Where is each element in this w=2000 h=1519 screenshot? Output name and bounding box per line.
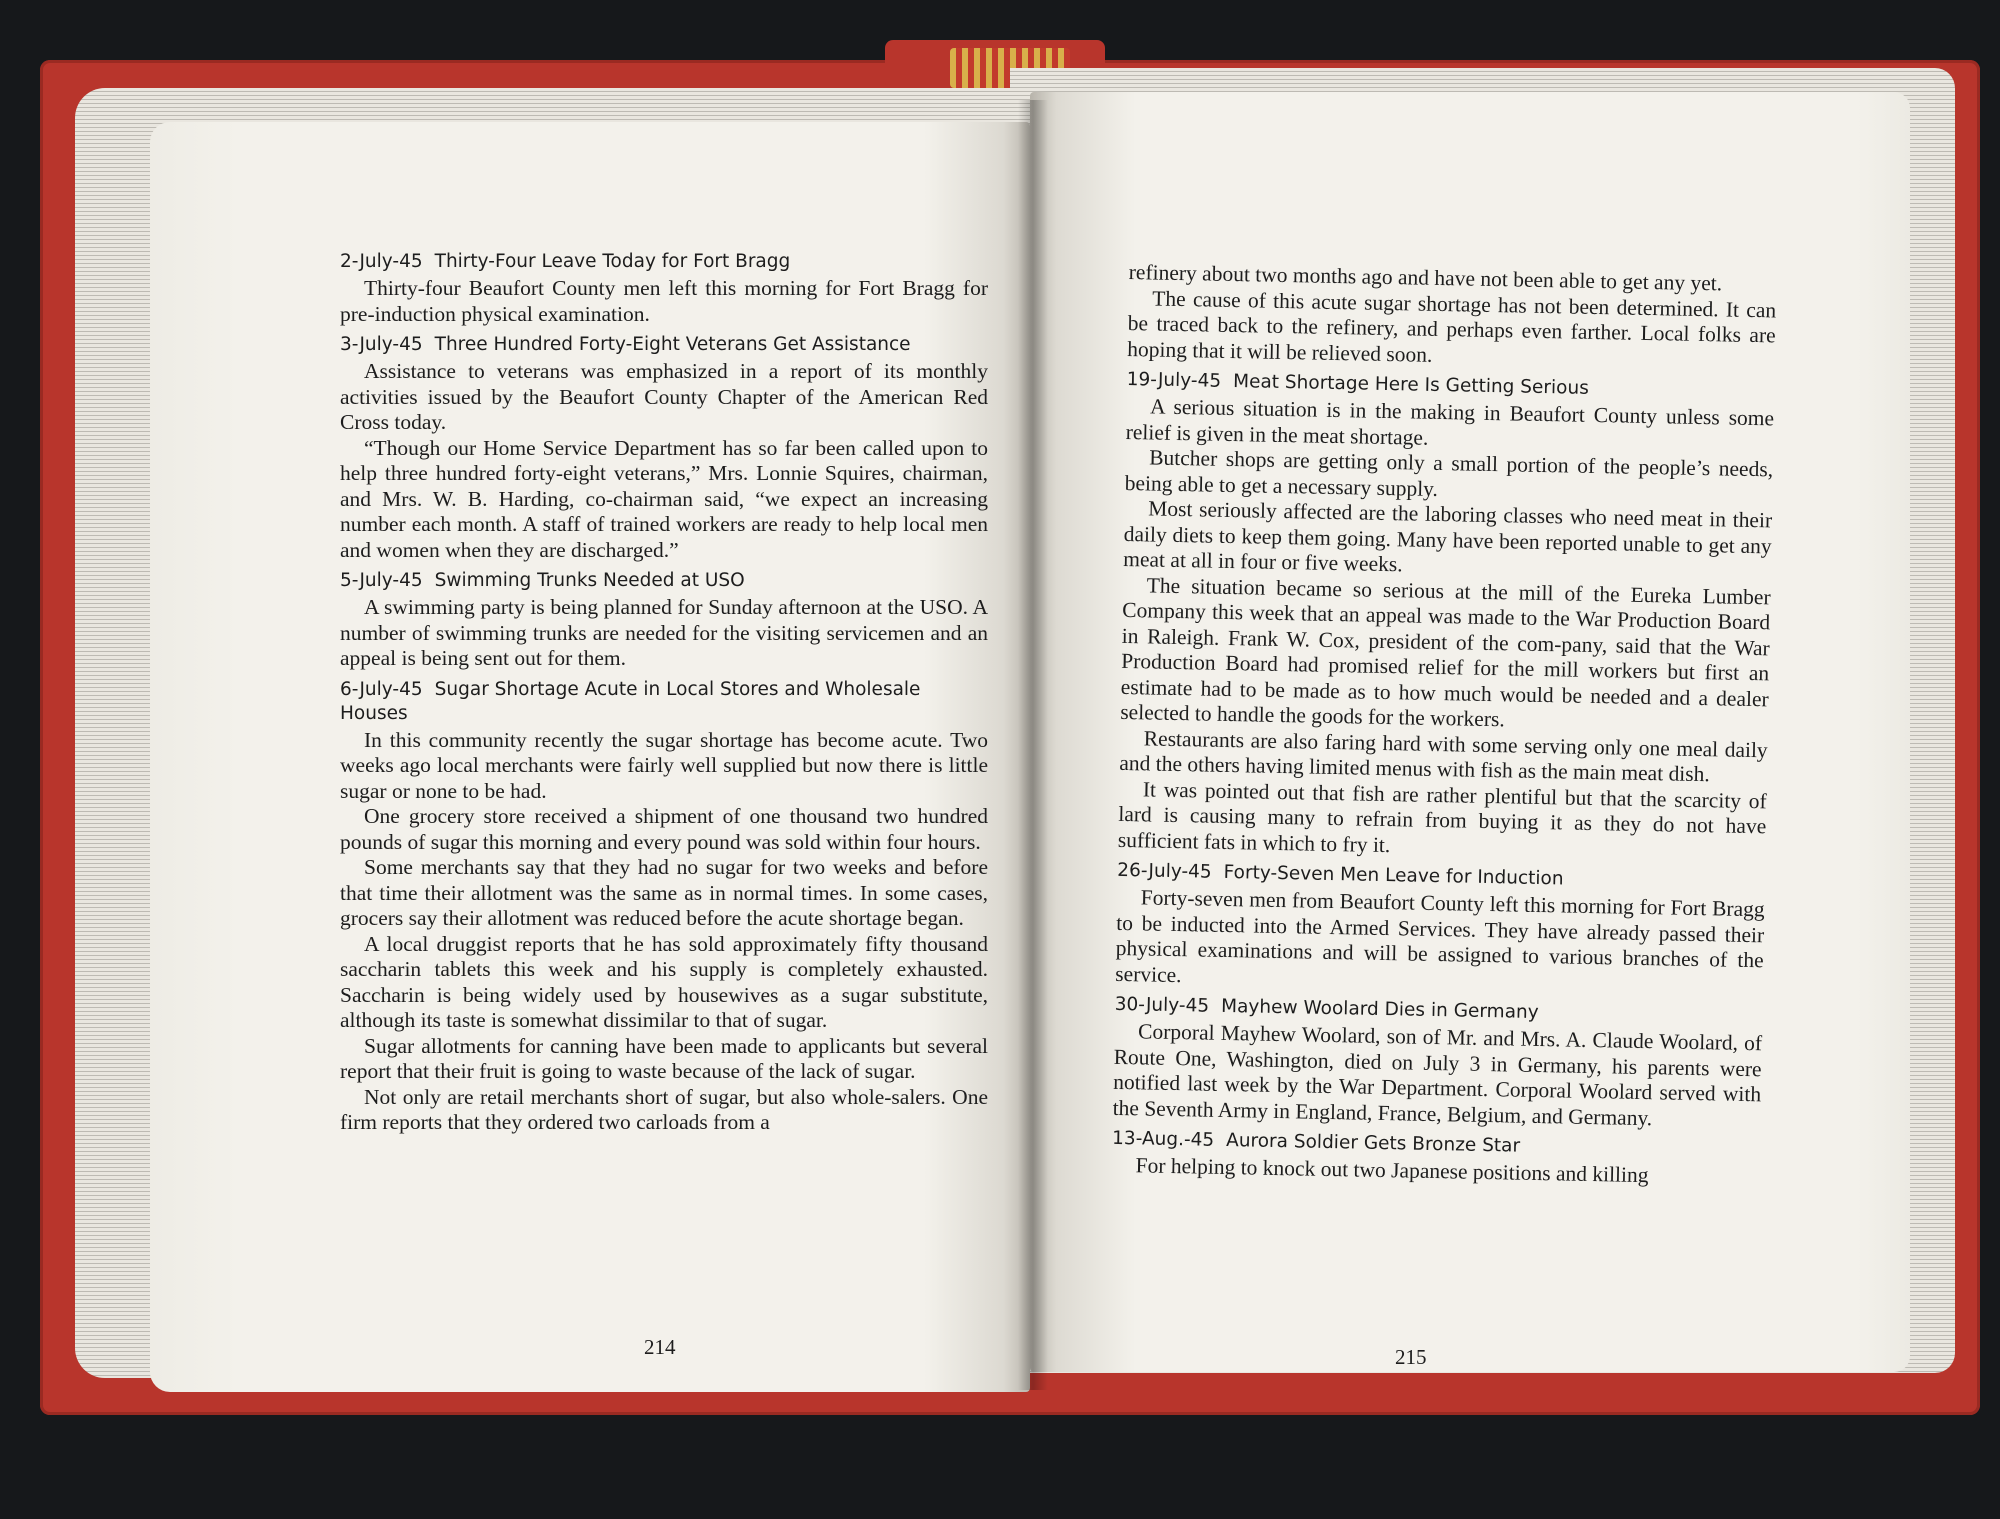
entry-title: Mayhew Woolard Dies in Germany xyxy=(1220,995,1539,1024)
entry-date: 30-July-45 xyxy=(1114,993,1210,1017)
paragraph: The cause of this acute sugar shortage has not been determined. It can be traced back to the refinery, and perhaps even farther. Local folks are hoping that it will be relieved soon. xyxy=(1127,285,1777,367)
entry xyxy=(1112,993,1762,1133)
entry xyxy=(340,569,988,672)
right-page xyxy=(1030,92,1910,1372)
entry-date: 19-July-45 xyxy=(1126,368,1222,392)
entry-heading xyxy=(340,569,988,593)
paragraph: For helping to knock out two Japanese positions and killing xyxy=(1135,1153,1649,1188)
paragraph: refinery about two months ago and have not been able to get any yet. xyxy=(1128,260,1723,296)
paragraph: Assistance to veterans was emphasized in a report of its monthly activities issued by the Beaufort County Chapter of the American Red Cross today. xyxy=(340,359,988,434)
paragraph: Not only are retail merchants short of sugar, but also whole-salers. One firm reports that they ordered two carloads from a xyxy=(340,1084,988,1134)
entry xyxy=(340,333,988,563)
entry-title: Sugar Shortage Acute in Local Stores and Wholesale Houses xyxy=(340,678,921,724)
page-number: 214 xyxy=(644,1335,676,1359)
paragraph: Sugar allotments for canning have been made to applicants but several report that their fruit is going to waste because of the lack of sugar. xyxy=(340,1033,988,1083)
paragraph: The situation became so serious at the mill of the Eureka Lumber Company this week that an appeal was made to the War Production Board in Raleigh. Frank W. Cox, president of the com-pany, said that the War Production Board had promised relief for the mill workers but first an estimate had to be made as to how much would be needed and a dealer selected to handle the goods for the workers. xyxy=(1120,572,1771,732)
paragraph: A local druggist reports that he has sold approximately fifty thousand saccharin tablets this week and his supply is completely exhausted. Saccharin is being widely used by housewives as a sugar substitute, although its taste is somewhat dissimilar to that of sugar. xyxy=(340,931,988,1032)
entry-date: 3-July-45 xyxy=(340,334,423,355)
entry-heading xyxy=(340,250,988,274)
entry-date: 2-July-45 xyxy=(340,251,423,272)
page-number: 215 xyxy=(1395,1345,1427,1369)
spine-gutter-shadow xyxy=(1018,100,1048,1390)
entry-title: Forty-Seven Men Leave for Induction xyxy=(1223,861,1564,890)
paragraph: It was pointed out that fish are rather plentiful but that the scarcity of lard is causing many to refrain from buying it as they do not have sufficient fats in which to fry it. xyxy=(1117,776,1767,857)
left-page-text xyxy=(340,250,988,1142)
paragraph: Forty-seven men from Beaufort County left this morning for Fort Bragg to be inducted into the Armed Services. They have already passed their physical examinations and will be assigned to various branches of the service. xyxy=(1115,885,1765,987)
entry-title: Aurora Soldier Gets Bronze Star xyxy=(1225,1130,1521,1157)
entry xyxy=(340,250,988,327)
entry-title: Meat Shortage Here Is Getting Serious xyxy=(1232,371,1590,399)
paragraph: A swimming party is being planned for Sunday afternoon at the USO. A number of swimming trunks are needed for the visiting servicemen and an appeal is being sent out for them. xyxy=(340,595,988,670)
paragraph: Thirty-four Beaufort County men left this morning for Fort Bragg for pre-induction physical examination. xyxy=(340,276,988,326)
entry-date: 6-July-45 xyxy=(340,678,423,700)
paragraph: “Though our Home Service Department has so far been called upon to help three hundred forty-eight veterans,” Mrs. Lonnie Squires, chairman, and Mrs. W. B. Harding, co-chairman said, “we expect an increasing number each month. A staff of trained workers are ready to help local men and women when they are discharged.” xyxy=(340,435,988,562)
entry-date: 26-July-45 xyxy=(1117,859,1212,883)
entry-heading xyxy=(340,333,988,357)
paragraph: In this community recently the sugar shortage has become acute. Two weeks ago local merchants were fairly well supplied but now there is little sugar or none to be had. xyxy=(340,727,988,803)
paragraph: One grocery store received a shipment of one thousand two hundred pounds of sugar this morning and every pound was sold within four hours. xyxy=(340,804,988,854)
paragraph: Some merchants say that they had no sugar for two weeks and before that time their allotment was the same as in normal times. In some cases, grocers say their allotment was reduced before the acute shortage began. xyxy=(340,855,988,930)
entry-heading xyxy=(340,678,988,726)
paragraph: A serious situation is in the making in Beaufort County unless some relief is given in the meat shortage. xyxy=(1125,394,1775,450)
entry-title: Swimming Trunks Needed at USO xyxy=(434,570,745,591)
entry-title: Thirty-Four Leave Today for Fort Bragg xyxy=(434,251,791,272)
entry xyxy=(1118,368,1775,865)
continuation xyxy=(1127,260,1777,374)
right-page-text xyxy=(1111,260,1777,1197)
entry-date: 5-July-45 xyxy=(340,570,423,591)
left-page xyxy=(150,122,1030,1392)
entry xyxy=(340,678,988,1136)
paragraph: Most seriously affected are the laboring classes who need meat in their daily diets to keep them going. Many have been reported unable to get any meat at all in four or five weeks. xyxy=(1123,496,1773,577)
entry xyxy=(1115,859,1765,999)
entry-date: 13-Aug.-45 xyxy=(1111,1127,1215,1151)
entry-title: Three Hundred Forty-Eight Veterans Get Assistance xyxy=(434,334,911,355)
entry xyxy=(1111,1127,1760,1191)
paragraph: Restaurants are also faring hard with some serving only one meal daily and the others having limited menus with fish as the main meat dish. xyxy=(1119,725,1768,787)
paragraph: Corporal Mayhew Woolard, son of Mr. and Mrs. A. Claude Woolard, of Route One, Washington, died on July 3 in Germany, his parents were notified last week by the War Department. Corporal Woolard served with the Seventh Army in England, France, Belgium, and Germany. xyxy=(1112,1019,1763,1130)
paragraph: Butcher shops are getting only a small portion of the people’s needs, being able to get a necessary supply. xyxy=(1124,445,1774,501)
